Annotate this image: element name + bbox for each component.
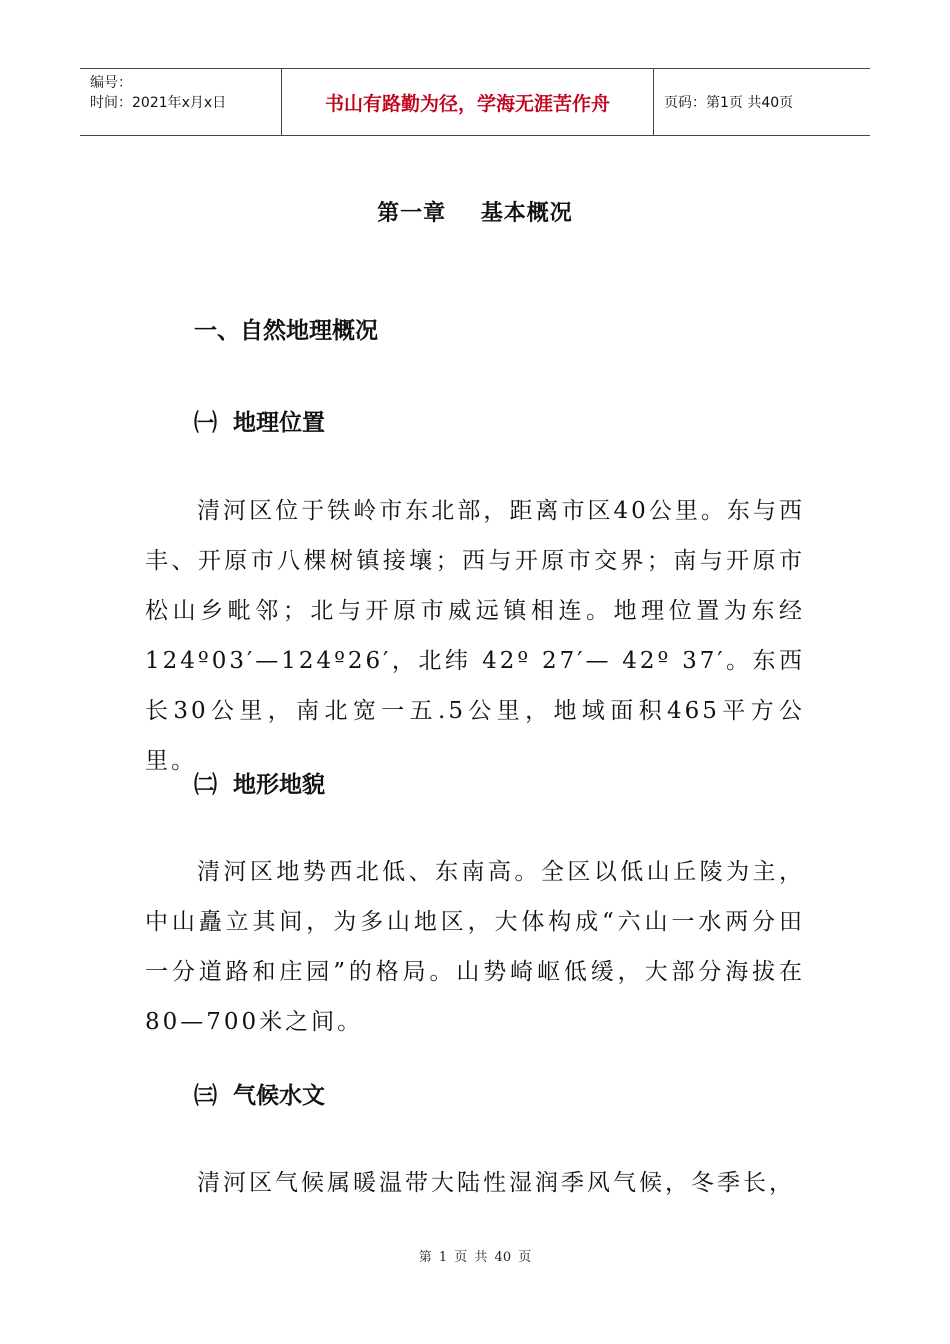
header-page-cell	[654, 69, 870, 135]
paragraph-location: 清河区位于铁岭市东北部，距离市区40公里。东与西丰、开原市八棵树镇接壤；西与开原市交界；南与开原市松山乡毗邻；北与开原市威远镇相连。地理位置为东经124º03′—124º26′，北纬 42º 27′— 42º 37′。东西长30公里，南北宽一五.5公里，地域面积465平方公里。	[145, 498, 805, 774]
document-header	[80, 68, 870, 136]
page-footer: 第 1 页 共 40 页	[418, 1250, 532, 1265]
header-meta-cell	[80, 69, 281, 135]
page-info: 页码：第1页 共40页	[664, 95, 794, 111]
section-title: 一、自然地理概况	[194, 318, 378, 344]
paragraph-terrain: 清河区地势西北低、东南高。全区以低山丘陵为主，中山矗立其间，为多山地区，大体构成“六山一水两分田一分道路和庄园”的格局。山势崎岖低缓，大部分海拔在80—700米之间。	[145, 859, 805, 1035]
header-motto-cell	[281, 69, 654, 135]
subsection-title-terrain: ㈡ 地形地貌	[194, 772, 326, 798]
date-label: 时间：2021年x月x日	[90, 95, 227, 111]
serial-number-label: 编号：	[90, 75, 132, 91]
motto-text: 书山有路勤为径，学海无涯苦作舟	[324, 92, 610, 115]
subsection-title-location: ㈠ 地理位置	[194, 410, 326, 436]
subsection-title-climate: ㈢ 气候水文	[194, 1083, 326, 1109]
chapter-title: 第一章 基本概况	[377, 201, 573, 226]
paragraph-climate: 清河区气候属暖温带大陆性湿润季风气候，冬季长，	[197, 1170, 795, 1196]
